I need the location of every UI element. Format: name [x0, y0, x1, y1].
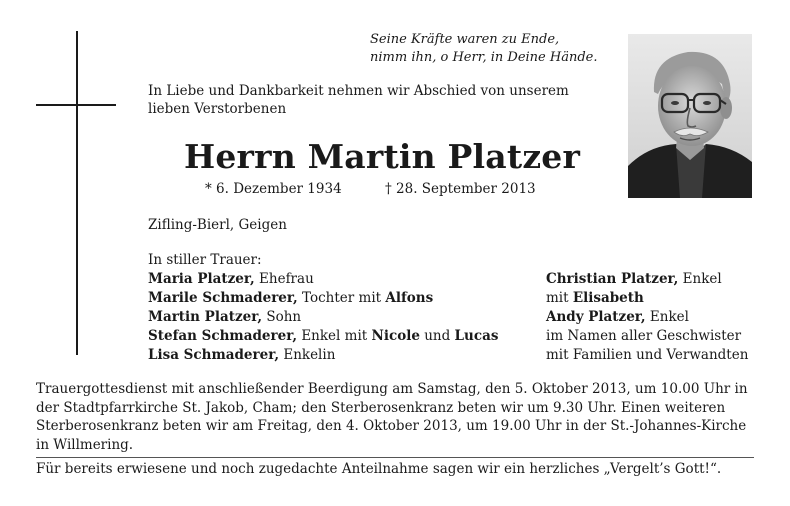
mourner-name: Christian Platzer, [546, 271, 679, 287]
mourner-relation: mit [546, 290, 573, 306]
mourner-relation: Enkelin [279, 347, 336, 363]
mourner-name: Maria Platzer, [148, 271, 255, 287]
cross-horizontal-bar [36, 104, 116, 106]
mourner-line [148, 346, 528, 365]
mourner-line [546, 289, 776, 308]
mourner-relation: Sohn [262, 309, 302, 325]
mourner-name: Alfons [385, 290, 434, 306]
intro-line-1: In Liebe und Dankbarkeit nehmen wir Abschied von unserem [148, 83, 569, 99]
residence: Zifling-Bierl, Geigen [148, 217, 287, 233]
portrait-photo [628, 34, 752, 198]
mourner-name: Nicole [371, 328, 420, 344]
service-line: Trauergottesdienst mit anschließender Beerdigung am Samstag, den 5. Oktober 2013, um 10.00 Uhr in [36, 381, 748, 397]
mourner-relation: Enkel mit [297, 328, 372, 344]
mourner-name: Lisa Schmaderer, [148, 347, 280, 363]
mourner-line [546, 327, 776, 346]
memorial-quote [370, 31, 610, 67]
service-info [36, 380, 756, 454]
mourner-relation: Enkel [678, 271, 722, 287]
mourner-line [546, 308, 776, 327]
quote-line-2: nimm ihn, o Herr, in Deine Hände. [370, 50, 598, 65]
quote-line-1: Seine Kräfte waren zu Ende, [370, 32, 560, 47]
divider [36, 457, 754, 458]
death-date: † 28. September 2013 [385, 181, 536, 197]
service-line: der Stadtpfarrkirche St. Jakob, Cham; den Sterberosenkranz beten wir um 9.30 Uhr. Einen weiteren [36, 399, 726, 416]
mourner-relation: im Namen aller Geschwister [546, 328, 742, 344]
intro-line-2: lieben Verstorbenen [148, 101, 287, 117]
deceased-name: Herrn Martin Platzer [183, 137, 581, 176]
mourner-line [148, 327, 528, 346]
mourner-relation: Enkel [645, 309, 689, 325]
birth-date: * 6. Dezember 1934 [205, 181, 342, 197]
mourners-left-column [148, 251, 528, 365]
service-line: in Willmering. [36, 436, 134, 453]
mourners-right-column [546, 270, 776, 365]
mourner-line [148, 270, 528, 289]
mourner-relation: Tochter mit [297, 290, 386, 306]
cross-vertical-bar [76, 31, 78, 355]
mourners-heading: In stiller Trauer: [148, 252, 262, 268]
mourner-relation: Ehefrau [254, 271, 314, 287]
mourner-line [148, 289, 528, 308]
portrait-illustration [628, 34, 752, 198]
mourner-name: Andy Platzer, [546, 309, 646, 325]
mourner-name: Lucas [454, 328, 499, 344]
mourner-name: Marile Schmaderer, [148, 290, 298, 306]
mourner-name: Elisabeth [572, 290, 644, 306]
mourner-relation: mit Familien und Verwandten [546, 347, 749, 363]
mourner-name: Stefan Schmaderer, [148, 328, 298, 344]
mourner-line [546, 346, 776, 365]
mourner-line [546, 270, 776, 289]
intro-text [148, 82, 618, 118]
mourner-relation: und [419, 328, 455, 344]
mourner-name: Martin Platzer, [148, 309, 263, 325]
service-line: Sterberosenkranz beten wir am Freitag, den 4. Oktober 2013, um 19.00 Uhr in der St.-Johannes-Kirche [36, 418, 747, 434]
mourner-line [148, 308, 528, 327]
thanks-text: Für bereits erwiesene und noch zugedachte Anteilnahme sagen wir ein herzliches „Vergelt’s Gott!“. [36, 461, 722, 477]
